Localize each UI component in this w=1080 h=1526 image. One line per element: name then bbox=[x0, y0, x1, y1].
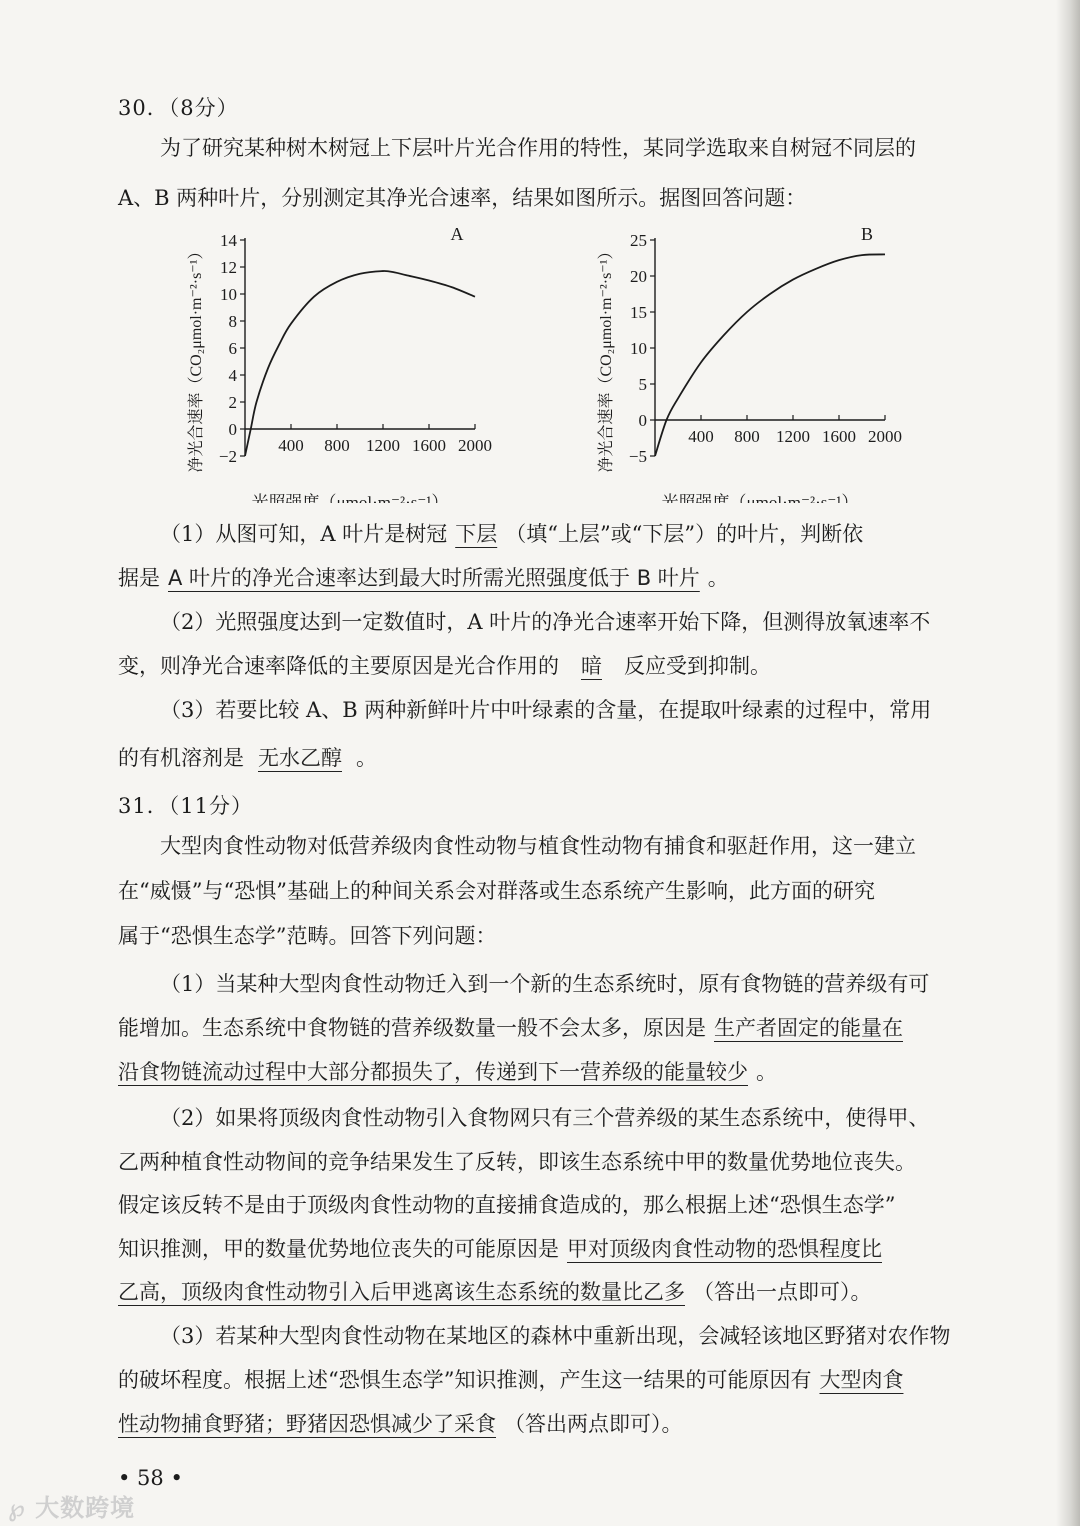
chart-b-y-tick-label: 0 bbox=[638, 411, 647, 430]
page-number: • 58 • bbox=[118, 1466, 183, 1490]
q31-sub3-answer-2: 性动物捕食野猪；野猪因恐惧减少了采食 bbox=[118, 1412, 496, 1436]
chart-b-y-tick-label: 5 bbox=[638, 375, 647, 394]
q31-sub2-line-4 bbox=[118, 1233, 950, 1263]
q30-sub2-line-1: （2）光照强度达到一定数值时，A 叶片的净光合速率开始下降，但测得放氧速率不 bbox=[160, 610, 931, 634]
chart-b-svg bbox=[585, 218, 915, 503]
q31-sub3-line-3 bbox=[118, 1408, 950, 1438]
q31-sub1-answer-2: 沿食物链流动过程中大部分都损失了，传递到下一营养级的能量较少 bbox=[118, 1060, 748, 1084]
chart-a-y-tick-label: 12 bbox=[220, 258, 237, 277]
q30-sub3-line-1: （3）若要比较 A、B 两种新鲜叶片中叶绿素的含量，在提取叶绿素的过程中，常用 bbox=[160, 698, 932, 722]
q30-sub1-text-d: 。 bbox=[707, 566, 729, 590]
chart-a-x-tick-label: 400 bbox=[278, 436, 304, 455]
chart-b-x-tick-label: 1600 bbox=[822, 427, 856, 446]
q30-sub2-answer: 暗 bbox=[581, 654, 602, 678]
chart-b-x-tick-label: 1200 bbox=[776, 427, 810, 446]
q31-sub3-line-1: （3）若某种大型肉食性动物在某地区的森林中重新出现，会减轻该地区野猪对农作物 bbox=[160, 1324, 951, 1348]
q30-sub3-text-c: 。 bbox=[356, 746, 377, 770]
chart-a-y-tick-label: 10 bbox=[220, 285, 237, 304]
q31-sub2-line-5 bbox=[118, 1276, 950, 1306]
q31-sub2-line-1: （2）如果将顶级肉食性动物引入食物网只有三个营养级的某生态系统中，使得甲、 bbox=[160, 1106, 930, 1130]
chart-b-y-label: 净光合速率（CO₂μmol·m⁻²·s⁻¹） bbox=[598, 243, 615, 473]
q30-sub3-answer: 无水乙醇 bbox=[258, 746, 342, 770]
chart-a-y-tick-label: 14 bbox=[220, 231, 237, 250]
q31-sub2-text-d: 知识推测，甲的数量优势地位丧失的可能原因是 bbox=[118, 1237, 559, 1261]
chart-b-x-tick-label: 2000 bbox=[868, 427, 902, 446]
q31-sub2-line-2: 乙两种植食性动物间的竞争结果发生了反转，即该生态系统中甲的数量优势地位丧失。 bbox=[118, 1150, 916, 1174]
q31-sub3-text-b: 的破坏程度。根据上述“恐惧生态学”知识推测，产生这一结果的可能原因有 bbox=[118, 1368, 812, 1392]
q30-intro-line-1: 为了研究某种树木树冠上下层叶片光合作用的特性，某同学选取来自树冠不同层的 bbox=[160, 136, 916, 160]
chart-b-y-tick-label: −5 bbox=[628, 447, 647, 466]
chart-a-y-label: 净光合速率（CO₂μmol·m⁻²·s⁻¹） bbox=[188, 243, 205, 473]
q31-intro-line-3: 属于“恐惧生态学”范畴。回答下列问题： bbox=[118, 924, 497, 948]
q31-sub2-answer-2: 乙高，顶级肉食性动物引入后甲逃离该生态系统的数量比乙多 bbox=[118, 1280, 685, 1304]
chart-a-svg bbox=[175, 218, 505, 503]
q31-sub3-line-2 bbox=[118, 1364, 950, 1394]
chart-b-title: B bbox=[860, 224, 874, 244]
chart-a-y-tick-label: 0 bbox=[228, 420, 237, 439]
q31-intro-line-2: 在“威慑”与“恐惧”基础上的种间关系会对群落或生态系统产生影响，此方面的研究 bbox=[118, 879, 875, 903]
chart-a-title: A bbox=[450, 224, 464, 244]
chart-a-x-tick-label: 800 bbox=[324, 436, 350, 455]
chart-b-x-label: 光照强度（μmol·m⁻²·s⁻¹） bbox=[661, 493, 859, 503]
q30-sub1-answer-1: 下层 bbox=[455, 522, 498, 546]
q30-sub2-text-b: 变，则净光合速率降低的主要原因是光合作用的 bbox=[118, 654, 559, 678]
q31-sub1-line-2 bbox=[118, 1012, 950, 1042]
q30-sub1-line-1 bbox=[118, 518, 992, 548]
chart-a-x-tick-label: 1600 bbox=[412, 436, 446, 455]
q31-sub1-text-c: 。 bbox=[756, 1060, 777, 1084]
chart-b-y-tick-label: 10 bbox=[630, 339, 647, 358]
q30-sub2-line-2 bbox=[118, 650, 950, 680]
chart-a-y-tick-label: −2 bbox=[218, 447, 237, 466]
q30-sub1-text-a: （1）从图可知，A 叶片是树冠 bbox=[160, 522, 448, 546]
chart-a-y-tick-label: 6 bbox=[228, 339, 237, 358]
q30-sub1-line-2 bbox=[118, 562, 950, 592]
q31-sub2-text-e: （答出一点即可）。 bbox=[693, 1280, 872, 1304]
q31-sub1-answer-1: 生产者固定的能量在 bbox=[714, 1016, 903, 1040]
q30-sub1-answer-2: A 叶片的净光合速率达到最大时所需光照强度低于 B 叶片 bbox=[168, 566, 700, 590]
chart-a-x-label: 光照强度（μmol·m⁻²·s⁻¹） bbox=[251, 493, 449, 503]
chart-a-x-tick-label: 1200 bbox=[366, 436, 400, 455]
chart-a bbox=[175, 218, 505, 507]
q31-sub1-line-1: （1）当某种大型肉食性动物迁入到一个新的生态系统时，原有食物链的营养级有可 bbox=[160, 972, 930, 996]
chart-a-y-tick-label: 2 bbox=[228, 393, 237, 412]
chart-b-y-tick-label: 15 bbox=[630, 303, 647, 322]
q30-sub1-text-b: （填“上层”或“下层”）的叶片，判断依 bbox=[505, 522, 864, 546]
page-binding-shadow bbox=[1056, 0, 1080, 1526]
q30-sub2-text-c: 反应受到抑制。 bbox=[624, 654, 771, 678]
q31-sub1-line-3 bbox=[118, 1056, 950, 1086]
chart-a-curve bbox=[245, 271, 475, 456]
q30-sub1-text-c: 据是 bbox=[118, 566, 160, 590]
q30-intro-line-2: A、B 两种叶片，分别测定其净光合速率，结果如图所示。据图回答问题： bbox=[118, 186, 807, 210]
chart-b bbox=[585, 218, 915, 507]
watermark-text: 大数跨境 bbox=[35, 1494, 136, 1522]
q31-sub2-line-3: 假定该反转不是由于顶级肉食性动物的直接捕食造成的，那么根据上述“恐惧生态学” bbox=[118, 1193, 896, 1217]
chart-b-curve bbox=[655, 254, 885, 456]
q31-sub1-text-b: 能增加。生态系统中食物链的营养级数量一般不会太多，原因是 bbox=[118, 1016, 706, 1040]
q31-intro-line-1: 大型肉食性动物对低营养级肉食性动物与植食性动物有捕食和驱赶作用，这一建立 bbox=[160, 834, 916, 858]
chart-b-y-tick-label: 25 bbox=[630, 231, 647, 250]
q30-sub3-text-b: 的有机溶剂是 bbox=[118, 746, 244, 770]
q31-sub2-answer-1: 甲对顶级肉食性动物的恐惧程度比 bbox=[567, 1237, 882, 1261]
chart-a-y-tick-label: 8 bbox=[228, 312, 237, 331]
question-31-number: 31．（11分） bbox=[118, 794, 253, 818]
watermark-logo: ℘ 大数跨境 bbox=[8, 1494, 136, 1522]
q31-sub3-text-c: （答出两点即可）。 bbox=[504, 1412, 683, 1436]
chart-b-y-tick-label: 20 bbox=[630, 267, 647, 286]
q31-sub3-answer-1: 大型肉食 bbox=[819, 1368, 904, 1392]
q30-sub3-line-2 bbox=[118, 742, 950, 772]
chart-a-y-tick-label: 4 bbox=[228, 366, 237, 385]
question-30-number: 30．（8分） bbox=[118, 96, 239, 120]
chart-b-x-tick-label: 400 bbox=[688, 427, 714, 446]
chart-a-x-tick-label: 2000 bbox=[458, 436, 492, 455]
chart-b-x-tick-label: 800 bbox=[734, 427, 760, 446]
